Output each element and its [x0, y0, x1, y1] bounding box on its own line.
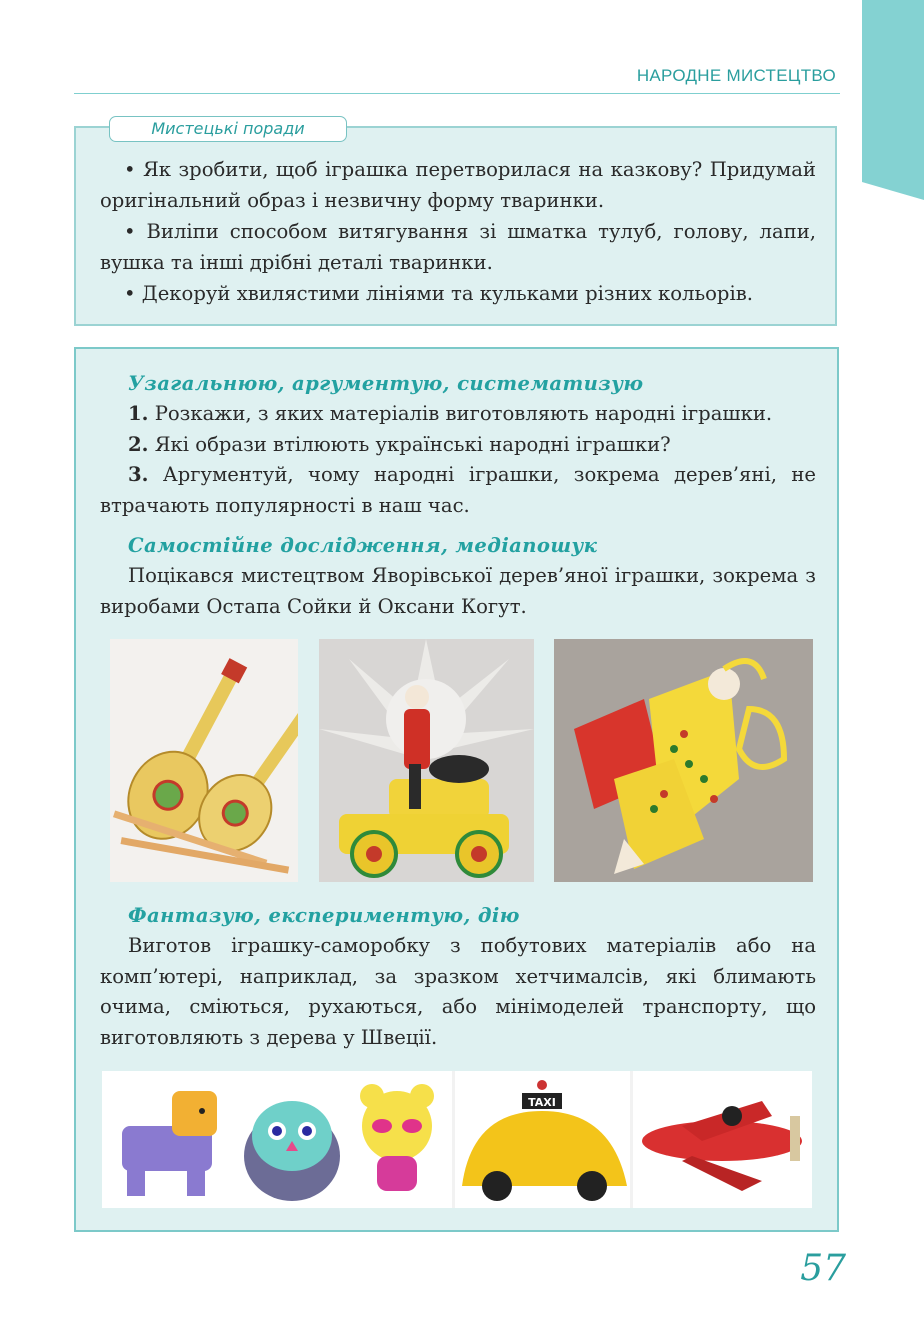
header-rule [74, 93, 840, 94]
tips-list [100, 154, 816, 309]
violins-toy-photo [110, 639, 298, 882]
section-research [100, 530, 816, 622]
section-title: Фантазую, експериментую, дію [128, 904, 520, 927]
question-1: 1. Розкажи, з яких матеріалів виготовляють народні іграшки. [128, 402, 773, 425]
horse-rider-toy-photo [319, 639, 534, 882]
page-corner-tab [862, 0, 924, 200]
tip-item: • Виліпи способом витягування зі шматка тулуб, голову, лапи, вушка та інші дрібні деталі тваринки. [100, 220, 816, 274]
chapter-title: НАРОДНЕ МИСТЕЦТВО [636, 66, 836, 85]
section-title: Узагальнюю, аргументую, систематизую [128, 372, 644, 395]
page-number: 57 [800, 1248, 846, 1289]
section-generalize [100, 368, 816, 521]
section-title: Самостійне дослідження, медіапошук [128, 534, 598, 557]
angel-toy-photo [554, 639, 813, 882]
section-text: Виготов іграшку-саморобку з побутових матеріалів або на комп’ютері, наприклад, за зразком хетчималсів, які блимають очима, сміються, рухаються, або мінімоделей транспорту, що виготовляють з дерева у Швеції. [100, 934, 816, 1049]
tip-item: • Як зробити, щоб іграшка перетворилася на казкову? Придумай оригінальний образ і незвичну форму тваринки. [100, 158, 816, 212]
taxi-sign-text: TAXI [528, 1096, 556, 1109]
question-2: 2. Які образи втілюють українські народні іграшки? [128, 432, 671, 456]
section-experiment [100, 900, 816, 1053]
section-text: Поцікався мистецтвом Яворівської дерев’яної іграшки, зокрема з виробами Остапа Сойки й Оксани Когут. [100, 564, 816, 618]
tip-item: • Декоруй хвилястими лініями та кульками різних кольорів. [124, 282, 753, 305]
modern-toys-photo-strip [102, 1071, 812, 1208]
tips-label: Мистецькі поради [109, 116, 347, 142]
question-3: 3. Аргументуй, чому народні іграшки, зокрема дерев’яні, не втрачають популярності в наш час. [100, 463, 816, 517]
